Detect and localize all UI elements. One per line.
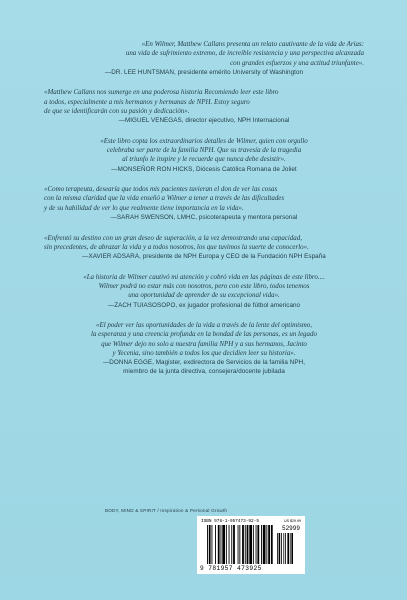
book-category: BODY, MIND & SPIRIT / Inspiration & Personal Growth (105, 508, 228, 513)
barcode-box (197, 516, 305, 574)
barcode-bar (245, 525, 246, 564)
quote-attribution: —DR. LEE HUNTSMAN, presidente emérito University of Washington (104, 68, 304, 76)
quote-attribution: —ZACH TUIASOSOPO, ex jugador profesional de fútbol americano (107, 301, 301, 309)
quote-text: «Matthew Callans nos sumerge en una poderosa historia Recomiendo leer este libro a todos, especialmente a mis hermanos y hermanas de NPH. Estoy seguro de que se identificarán con su pasión y dedicación». (44, 88, 279, 115)
price-bar (291, 533, 293, 564)
quote-attribution: —XAVIER ADSARA, presidente de NPH Europa y CEO de la Fundación NPH España (82, 253, 326, 261)
barcode-bar (249, 525, 252, 564)
quote-text: «En Wilmer, Matthew Callans presenta un relato cautivante de la vida de Arias: una vida de sufrimiento extremo, de increíble resistencia y una perspectiva alcanzada con grandes esfuerzos y una actitud triunfante». (125, 40, 364, 67)
quote-text: «Enfrentó su destino con un gran deseo de superación, a la vez demostrando una capacidad, sin precedentes, de abrazar la vida y a todos nosotros, los que tuvimos la suerte de conocerlo». (44, 233, 309, 251)
barcode-bar (256, 525, 257, 564)
barcode-bar (221, 525, 222, 564)
quote-block-4 (44, 185, 364, 222)
barcode-bar (226, 525, 227, 564)
barcode-bar (212, 525, 213, 564)
quote-text: «Este libro copta los extraordinarios detalles de Wilmer, quien con orgullo celebraba ser parte de la familia NPH. Que su travesía de la tragedia al triunfo le inspire y le recuerde que nunca debe desistir». (100, 136, 308, 164)
quote-attribution: —MONSEÑOR RON HICKS, Diócesis Católica Romana de Joliet (111, 165, 297, 173)
quote-block-5 (44, 234, 364, 262)
barcode-bar (207, 525, 208, 564)
price-bar (281, 533, 282, 564)
quote-block-2 (44, 88, 364, 125)
isbn-label: ISBN 978-1-957473-92-5 (201, 519, 259, 524)
barcode-bar (229, 525, 230, 564)
barcode-bar (239, 525, 240, 564)
barcode-bar (242, 525, 244, 564)
quote-text: «La historia de Wilmer cautivó mi atención y cobró vida en las páginas de este libro.... Wilmer podrá no estar más con nosotros, pero con este libro, todos tenemos una oportunidad de aprender de su excepcional vida». (83, 272, 325, 300)
barcode-bar (253, 525, 254, 564)
price-code: 52999 (281, 525, 300, 532)
quote-block-3 (44, 137, 364, 174)
barcode-bar (215, 525, 216, 564)
price-label: US $29.99 (284, 519, 301, 523)
barcode-bar (218, 525, 220, 564)
barcode-bar (257, 525, 259, 564)
quote-block-7 (44, 321, 364, 376)
quote-attribution: —SARAH SWENSON, LMHC, psicoterapeuta y mentora personal (110, 214, 298, 222)
barcode-bar (266, 525, 267, 564)
barcode-bar (233, 525, 235, 564)
price-bar (283, 533, 284, 564)
barcode-bar (231, 525, 232, 564)
barcode-bar (247, 525, 249, 564)
price-bar (285, 533, 286, 564)
price-bar (290, 533, 291, 564)
quote-attribution: —MIGUEL VENEGAS, director ejecutivo, NPH Internacional (118, 117, 290, 125)
barcode-bar (209, 525, 211, 564)
price-bar (277, 533, 278, 564)
quotes-section (44, 40, 364, 388)
barcode-bar (222, 525, 225, 564)
price-bar (287, 533, 289, 564)
barcode-bar (263, 525, 266, 564)
ean-digits: 9 781957 473925 (200, 565, 262, 572)
quote-block-1 (44, 40, 364, 77)
barcode-bar (268, 525, 270, 564)
quote-text: «El poder ver las oportunidades de la vida a través de la lente del optimismo, la esperanza y una creencia profunda en la bondad de las personas, es un legado que Wilmer dejo no solo a nuestra familia NPH y a sus hermanos, Jacinto y Yecenia, sino también a todos los que decidien leer su historia». (91, 321, 317, 357)
quote-block-6 (44, 273, 364, 310)
barcode-bar (261, 525, 262, 564)
quote-text: «Como terapeuta, desearía que todos mis pacientes tuvieran el don de ver las cosas con la misma claridad que la vida enseñó a Wilmer a tener a través de las dificultades y de su habilidad de ver lo que realmente tiene importancia en la vida». (44, 185, 285, 212)
price-bar (279, 533, 281, 564)
quote-attribution: —DONNA EGGE, Magister, exdirectora de Servicios de la familia NPH, miembro de la junta directiva, consejera/docente jubilada (102, 359, 306, 376)
barcode-bar (271, 525, 273, 564)
barcode-bar (238, 525, 239, 564)
